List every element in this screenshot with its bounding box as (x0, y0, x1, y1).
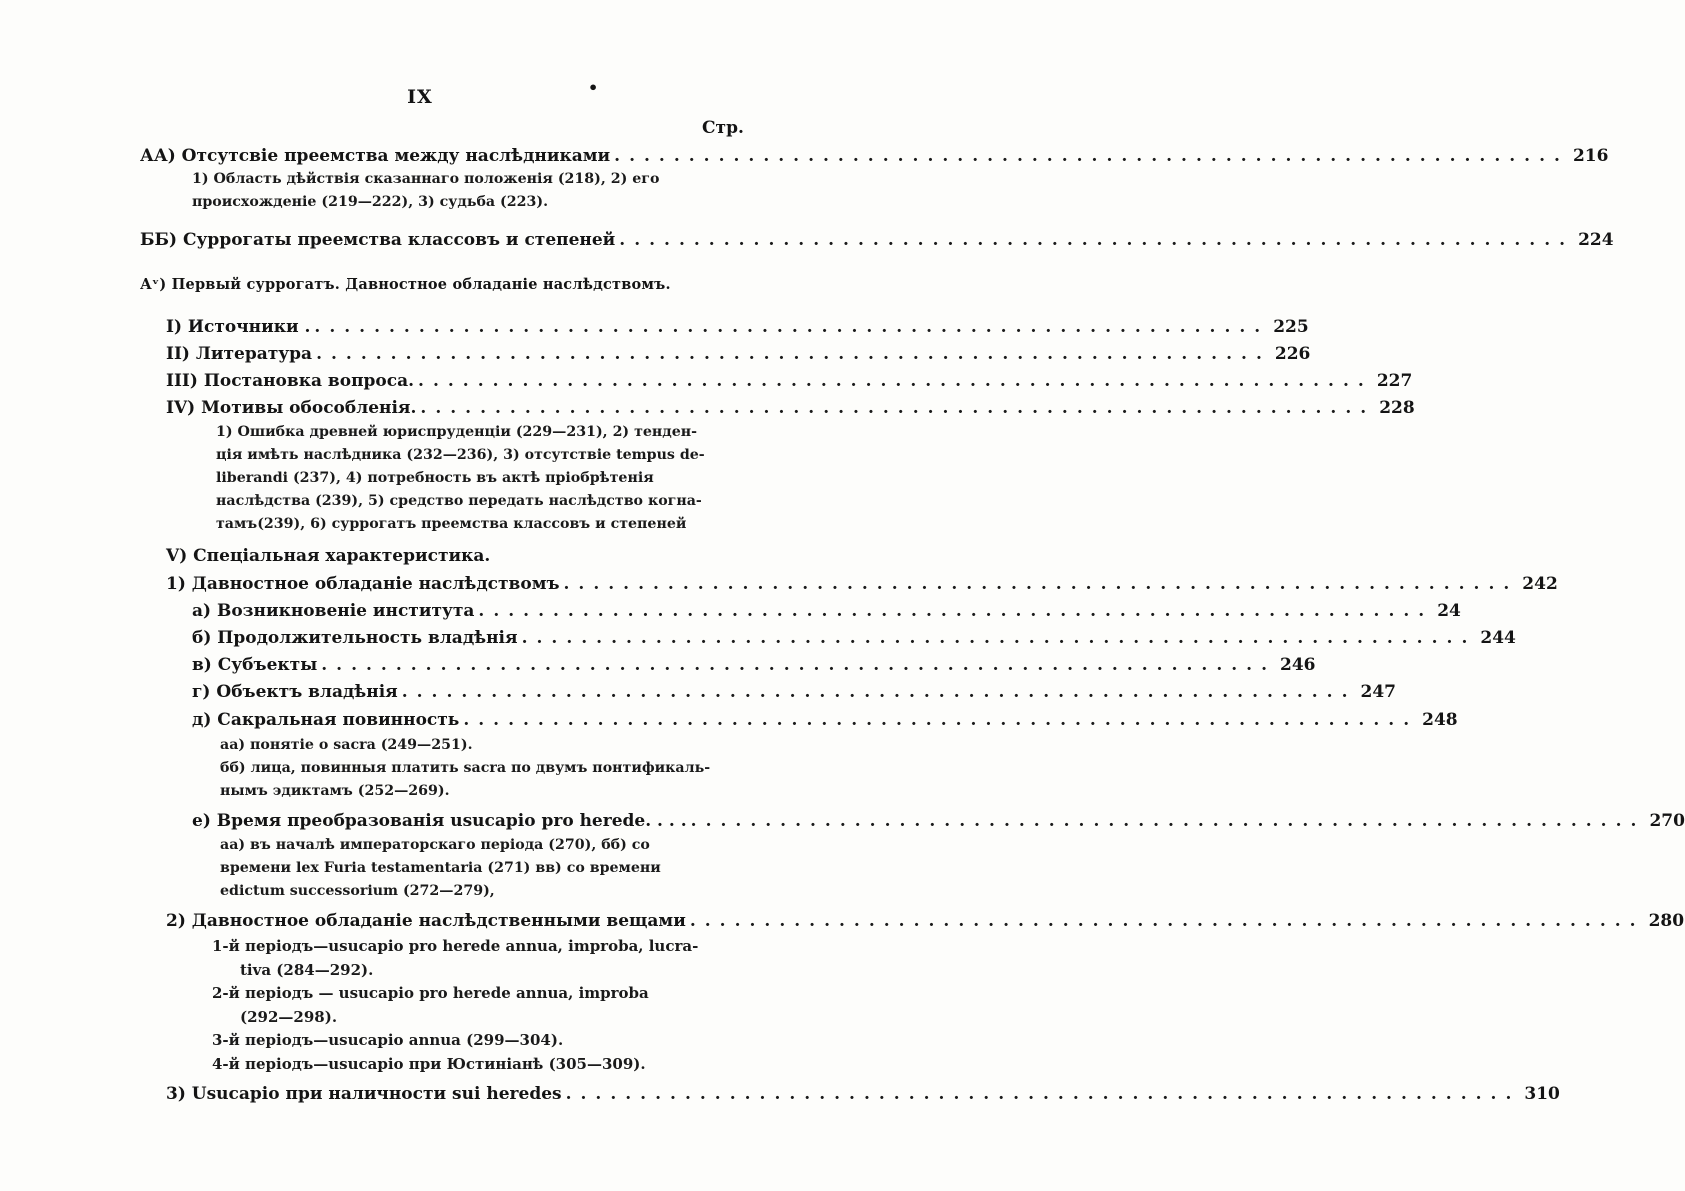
toc-entry-page: 270 (1649, 811, 1685, 831)
toc-entry-ii[interactable] (166, 343, 1311, 365)
pages-column-header: Стр. (702, 118, 744, 138)
toc-subentries-1e (220, 834, 686, 903)
toc-entry-2[interactable] (166, 910, 1685, 932)
toc-entry-label: б) Продолжительность владѣнія (192, 628, 518, 648)
toc-entry-1d[interactable] (192, 709, 1458, 731)
subentry-line: нымъ эдиктамъ (252—269). (220, 783, 450, 799)
dot-leader: ................................................................ (314, 317, 1270, 337)
toc-entry-label: АА) Отсутсвіе преемства между наслѣдниками (140, 146, 611, 166)
print-mark: • (588, 78, 599, 97)
dot-leader: ................................................................ (420, 398, 1376, 418)
period-line: 1-й періодъ—usucapio pro herede annua, improba, lucra- (212, 937, 699, 955)
toc-entry-1g[interactable] (192, 681, 1396, 703)
toc-entry-label: I) Источники . (166, 317, 311, 337)
subentry-line: происхожденіе (219—222), 3) судьба (223). (192, 193, 549, 210)
toc-entry-label: в) Субъекты (192, 655, 318, 675)
toc-entry-page: 248 (1422, 710, 1458, 730)
subentry-line: аа) понятіе о sacra (249—251). (220, 737, 473, 753)
section-heading-v: V) Спеціальная характеристика. (166, 546, 491, 566)
toc-entry-page: 244 (1480, 628, 1516, 648)
dot-leader: ................................................................ (565, 1084, 1521, 1104)
section-heading-av: Аᵛ) Первый суррогатъ. Давностное обладаніе наслѣдствомъ. (140, 276, 671, 293)
toc-entry-iii[interactable] (166, 370, 1413, 392)
toc-entry-i[interactable] (166, 316, 1309, 338)
period-line: 3-й періодъ—usucapio annua (299—304). (212, 1031, 564, 1049)
dot-leader: ................................................................ (463, 710, 1419, 730)
toc-entry-label: е) Время преобразованія usucapio pro herede. . . . (192, 811, 687, 831)
subentry-line: тамъ(239), 6) суррогатъ преемства классовъ и степеней (216, 516, 687, 532)
period-line: (292—298). (240, 1007, 338, 1026)
period-line: 4-й періодъ—usucapio при Юстиніанѣ (305—309). (212, 1054, 646, 1073)
dot-leader: ................................................................ (321, 655, 1277, 675)
toc-entry-1b[interactable] (192, 627, 1516, 649)
toc-entry-page: 227 (1376, 371, 1413, 391)
toc-entry-bb[interactable] (140, 229, 1614, 251)
toc-entry-label: IV) Мотивы обособленія. (166, 398, 417, 418)
subentry-line: edictum successorium (272—279), (220, 883, 495, 899)
dot-leader: ................................................................ (418, 371, 1373, 391)
toc-entry-page: 226 (1274, 344, 1311, 364)
toc-entry-label: ББ) Суррогаты преемства классовъ и степеней (140, 230, 616, 250)
dot-leader: ................................................................ (478, 601, 1434, 621)
toc-entry-label: г) Объектъ владѣнія (192, 682, 398, 702)
subentry-line: наслѣдства (239), 5) средство передать наслѣдство когна- (216, 493, 702, 509)
toc-entry-label: д) Сакральная повинность (192, 710, 460, 730)
toc-entry-label: 1) Давностное обладаніе наслѣдствомъ (166, 574, 560, 594)
dot-leader: ................................................................ (563, 574, 1519, 594)
subentry-line: 1) Ошибка древней юриспруденціи (229—231), 2) тенден- (216, 424, 698, 440)
toc-entry-page: 246 (1280, 655, 1316, 675)
subentry-line: ція имѣть наслѣдника (232—236), 3) отсутствіе tempus de- (216, 447, 705, 463)
period-line: tiva (284—292). (240, 960, 374, 979)
toc-entry-page: 247 (1360, 682, 1396, 702)
toc-subentries-aa (192, 168, 686, 213)
toc-entry-1[interactable] (166, 573, 1558, 595)
toc-entry-label: 3) Usucapio при наличности sui heredes (166, 1084, 562, 1104)
toc-subentries-2 (212, 935, 699, 1076)
toc-subentries-1d (220, 734, 711, 803)
toc-entry-label: а) Возникновеніе института (192, 601, 475, 621)
dot-leader: ................................................................ (619, 230, 1575, 250)
subentry-line: аа) въ началѣ императорскаго періода (270), бб) со (220, 837, 650, 853)
dot-leader: ................................................................ (614, 146, 1569, 166)
toc-entry-page: 24 (1437, 601, 1461, 621)
subentry-line: 1) Область дѣйствія сказаннаго положенія (218), 2) его (192, 171, 660, 187)
dot-leader: ................................................................ (521, 628, 1477, 648)
page-number: IX (407, 86, 433, 108)
toc-entry-label: 2) Давностное обладаніе наслѣдственными вещами (166, 911, 686, 931)
toc-entry-page: 310 (1524, 1084, 1560, 1104)
period-line: 2-й періодъ — usucapio pro herede annua, improba (212, 984, 649, 1002)
toc-entry-iv[interactable] (166, 397, 1415, 419)
toc-entry-label: II) Литература (166, 344, 313, 364)
toc-entry-page: 280 (1648, 911, 1685, 931)
toc-entry-label: III) Постановка вопроса. (166, 371, 415, 391)
dot-leader: ................................................................ (690, 811, 1646, 831)
dot-leader: ................................................................ (689, 911, 1645, 931)
toc-entry-1e[interactable] (192, 810, 1685, 832)
toc-entry-page: 216 (1572, 146, 1609, 166)
toc-subentries-iv (216, 421, 705, 536)
subentry-line: времени lex Furia testamentaria (271) вв) со времени (220, 860, 661, 876)
toc-entry-page: 228 (1379, 398, 1415, 418)
toc-entry-page: 225 (1273, 317, 1309, 337)
toc-entry-page: 224 (1578, 230, 1614, 250)
dot-leader: ................................................................ (316, 344, 1271, 364)
toc-entry-1v[interactable] (192, 654, 1316, 676)
toc-entry-3[interactable] (166, 1083, 1560, 1105)
toc-entry-aa[interactable] (140, 145, 1609, 167)
toc-entry-1a[interactable] (192, 600, 1461, 622)
dot-leader: ................................................................ (401, 682, 1357, 702)
subentry-line: бб) лица, повинныя платить sacra по двумъ понтификаль- (220, 760, 711, 776)
toc-entry-page: 242 (1522, 574, 1558, 594)
subentry-line: liberandi (237), 4) потребность въ актѣ пріобрѣтенія (216, 470, 654, 486)
